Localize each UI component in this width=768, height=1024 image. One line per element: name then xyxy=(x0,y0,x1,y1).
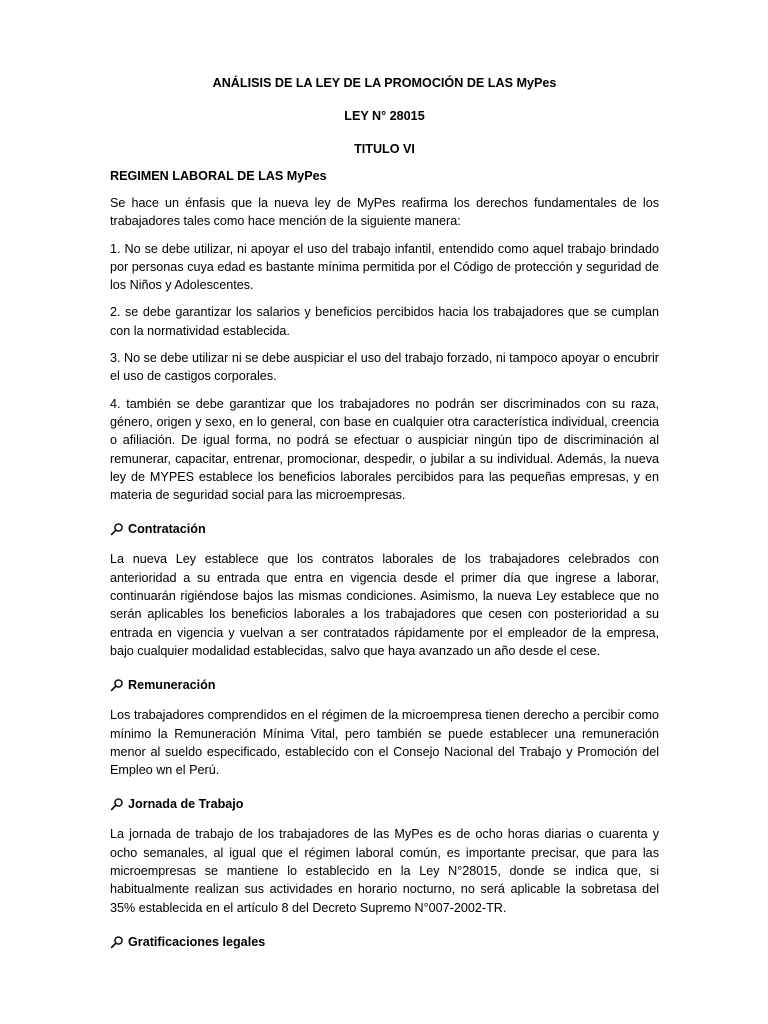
subsection-text: Los trabajadores comprendidos en el régimen de la microempresa tienen derecho a percibir como mínimo la Remuneración Mínima Vital, pero también se puede establecer una remuneración menor al sueldo especificado, establecido con el Consejo Nacional del Trabajo y Promoción del Empleo wn el Perú. xyxy=(110,708,659,778)
list-item: 3. No se debe utilizar ni se debe auspiciar el uso del trabajo forzado, ni tampoco apoyar o encubrir el uso de castigos corporales. xyxy=(110,351,659,384)
list-item: 4. también se debe garantizar que los trabajadores no podrán ser discriminados con su raza, género, origen y sexo, en lo general, con base en cualquier otra característica individual, creencia o afiliación. De igual forma, no podrá se efectuar o auspiciar ningún tipo de discriminación al remunerar, capacitar, entrenar, promocionar, despedir, o jubilar a su individual. Además, la nueva ley de MYPES establece los beneficios laborales percibidos para las pequeñas empresas, y en materia de seguridad social para las microempresas. xyxy=(110,396,659,503)
subsection-heading-label: Jornada de Trabajo xyxy=(128,797,244,812)
subsection-heading-label: Gratificaciones legales xyxy=(128,934,266,949)
subsection-heading-jornada xyxy=(110,795,659,813)
search-icon xyxy=(110,797,124,811)
subsection-heading-gratificaciones xyxy=(110,933,659,951)
subsection-text: La jornada de trabajo de los trabajadores de las MyPes es de ocho horas diarias o cuarenta y ocho semanales, al igual que el régimen laboral común, es importante precisar, que para las microempresas se mantiene lo establecido en la Ley N°28015, donde se indica que, si habitualmente realizan sus actividades en horario nocturno, no será aplicable la sobretasa del 35% establecida en el artículo 8 del Decreto Supremo N°007-2002-TR. xyxy=(110,827,659,915)
subsection-heading-remuneracion xyxy=(110,676,659,694)
document-title: ANÁLISIS DE LA LEY DE LA PROMOCIÓN DE LAS MyPes xyxy=(212,76,557,90)
law-number: LEY N° 28015 xyxy=(344,109,425,123)
search-icon xyxy=(110,522,124,536)
search-icon xyxy=(110,678,124,692)
search-icon xyxy=(110,935,124,949)
intro-paragraph: Se hace un énfasis que la nueva ley de MyPes reafirma los derechos fundamentales de los trabajadores tales como hace mención de la siguiente manera: xyxy=(110,196,659,229)
subsection-heading-label: Contratación xyxy=(128,522,206,537)
title-section: TITULO VI xyxy=(354,142,415,156)
subsection-heading-label: Remuneración xyxy=(128,678,216,693)
subsection-heading-contratacion xyxy=(110,520,659,538)
section-heading: REGIMEN LABORAL DE LAS MyPes xyxy=(110,169,327,183)
subsection-text: La nueva Ley establece que los contratos laborales de los trabajadores celebrados con anterioridad a su entrada que entra en vigencia desde el primer día que ingrese a laborar, continuarán rigiéndose bajos las mismas condiciones. Asimismo, la nueva Ley establece que no serán aplicables los beneficios laborales a los trabajadores que cesen con posterioridad a su entrada en vigencia y vuelvan a ser contratados rápidamente por el empleador de la empresa, bajo cualquier modalidad establecidas, salvo que haya avanzado un año desde el cese. xyxy=(110,552,659,658)
list-item: 1. No se debe utilizar, ni apoyar el uso del trabajo infantil, entendido como aquel trabajo brindado por personas cuya edad es bastante mínima permitida por el Código de protección y seguridad de los Niños y Adolescentes. xyxy=(110,241,659,293)
list-item: 2. se debe garantizar los salarios y beneficios percibidos hacia los trabajadores que se cumplan con la normatividad establecida. xyxy=(110,305,659,338)
